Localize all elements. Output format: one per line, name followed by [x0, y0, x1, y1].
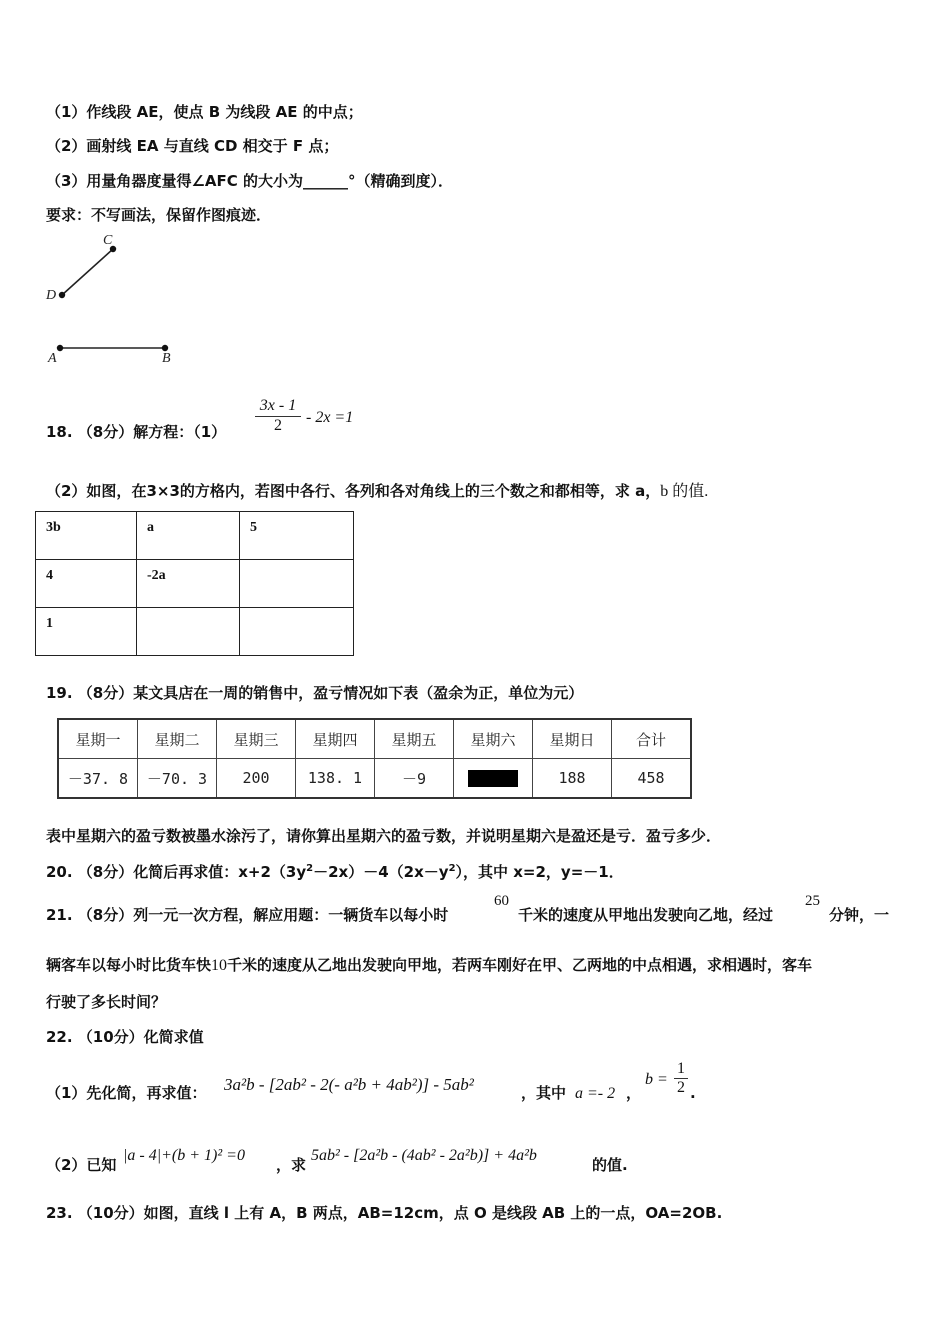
q20-text-a: 20. （8分）化简后再求值：x+2（3y — [46, 863, 307, 881]
grid-cell: 3b — [36, 512, 137, 560]
q19-intro: 19. （8分）某文具店在一周的销售中，盈亏情况如下表（盈余为正，单位为元） — [46, 684, 584, 702]
grid-cell — [240, 560, 354, 608]
magic-square-grid — [35, 511, 354, 656]
q21-faster: 10 — [211, 957, 228, 974]
q20-sup1: 2 — [306, 863, 314, 874]
grid-cell: 4 — [36, 560, 137, 608]
q22-p1-a: a =- 2 — [575, 1085, 616, 1102]
q17-figure — [40, 230, 200, 370]
q17-step3: （3）用量角器度量得∠AFC 的大小为______°（精确到度）． — [46, 172, 453, 190]
table-cell-inked — [454, 759, 533, 799]
weekly-profit-table — [57, 718, 692, 799]
table-cell: 200 — [217, 759, 296, 799]
table-cell: －70. 3 — [138, 759, 217, 799]
q22-p2-cond: |a - 4|+(b + 1)² =0 — [123, 1147, 245, 1164]
grid-cell — [240, 608, 354, 656]
q21-text-b: 千米的速度从甲地出发驶向乙地，经过 — [518, 906, 774, 924]
table-cell: 458 — [612, 759, 692, 799]
table-header: 星期三 — [217, 719, 296, 759]
q17-step1: （1）作线段 AE，使点 B 为线段 AE 的中点； — [46, 103, 363, 121]
q22-p2-label: （2）已知 — [46, 1156, 117, 1174]
q21-minutes: 25 — [805, 893, 820, 909]
q22-p1-sep: ， — [626, 1084, 642, 1102]
label-c: C — [103, 233, 113, 248]
q23-text: 23. （10分）如图，直线 l 上有 A，B 两点，AB=12cm，点 O 是线段 AB 上的一点，OA=2OB. — [46, 1204, 723, 1222]
grid-cell: -2a — [137, 560, 240, 608]
q17-step2: （2）画射线 EA 与直线 CD 相交于 F 点； — [46, 137, 339, 155]
q21-line2 — [46, 955, 812, 976]
q22-p2-mid: ，求 — [276, 1156, 307, 1174]
q18-frac-num: 3x - 1 — [259, 397, 297, 414]
point-a — [57, 345, 63, 351]
point-d — [59, 292, 65, 298]
q18-eq-rest: - 2x =1 — [306, 409, 354, 426]
q20-text-b: －2x）－4（2x－y — [313, 863, 449, 881]
q22-p1-b-den: 2 — [677, 1079, 685, 1096]
table-header: 星期日 — [533, 719, 612, 759]
table-header: 星期四 — [296, 719, 375, 759]
q21-text-a: 21. （8分）列一元一次方程，解应用题：一辆货车以每小时 — [46, 906, 449, 924]
q22-p1-b-lhs: b = — [645, 1071, 668, 1088]
table-cell: 138. 1 — [296, 759, 375, 799]
label-d: D — [46, 288, 57, 303]
segment-cd — [62, 249, 113, 295]
q18-part2-intro: （2）如图，在3×3的方格内，若图中各行、各列和各对角线上的三个数之和都相等，求 a， — [46, 482, 661, 500]
table-cell: －9 — [375, 759, 454, 799]
q20-text-c: ），其中 x=2，y=－1． — [455, 863, 624, 881]
q17-requirement: 要求：不写画法，保留作图痕迹． — [46, 206, 272, 224]
q22-p1-end: . — [690, 1084, 696, 1102]
q22-p1-label: （1）先化简，再求值： — [46, 1084, 207, 1102]
q22-p1-b-fraction — [674, 1060, 688, 1097]
q21-line3: 行驶了多长时间？ — [46, 993, 167, 1011]
grid-cell: a — [137, 512, 240, 560]
grid-cell: 5 — [240, 512, 354, 560]
q21-text-c: 分钟，一 — [829, 906, 890, 924]
q18-part2-tail: b 的值. — [660, 483, 709, 500]
q21-line2-b: 千米的速度从乙地出发驶向甲地，若两车刚好在甲、乙两地的中点相遇，求相遇时，客车 — [227, 956, 813, 974]
q18-fraction — [253, 397, 303, 435]
table-header: 星期一 — [58, 719, 138, 759]
table-header: 合计 — [612, 719, 692, 759]
table-cell: －37. 8 — [58, 759, 138, 799]
q21-speed: 60 — [494, 893, 509, 909]
q20-text — [46, 859, 624, 882]
ink-stain — [468, 770, 518, 787]
q22-p2-end: 的值. — [592, 1156, 628, 1174]
grid-cell: 1 — [36, 608, 137, 656]
q22-intro: 22. （10分）化简求值 — [46, 1028, 204, 1046]
grid-cell — [137, 608, 240, 656]
q21-line2-a: 辆客车以每小时比货车快 — [46, 956, 212, 974]
q18-frac-den: 2 — [274, 417, 282, 434]
q22-p1-b-num: 1 — [677, 1060, 685, 1077]
q18-part2 — [46, 481, 708, 502]
q22-p2-expr: 5ab² - [2a²b - (4ab² - 2a²b)] + 4a²b — [311, 1147, 537, 1164]
q19-question: 表中星期六的盈亏数被墨水涂污了，请你算出星期六的盈亏数，并说明星期六是盈还是亏．盈亏多少． — [46, 827, 722, 845]
label-b: B — [162, 351, 171, 366]
table-header: 星期二 — [138, 719, 217, 759]
q22-p1-mid: ，其中 — [521, 1084, 567, 1102]
table-header: 星期五 — [375, 719, 454, 759]
q22-p1-expr: 3a²b - [2ab² - 2(- a²b + 4ab²)] - 5ab² — [224, 1075, 474, 1094]
table-header: 星期六 — [454, 719, 533, 759]
q18-intro: 18. （8分）解方程：（1） — [46, 423, 227, 441]
q20-sup2: 2 — [448, 863, 456, 874]
table-cell: 188 — [533, 759, 612, 799]
label-a: A — [48, 351, 57, 366]
